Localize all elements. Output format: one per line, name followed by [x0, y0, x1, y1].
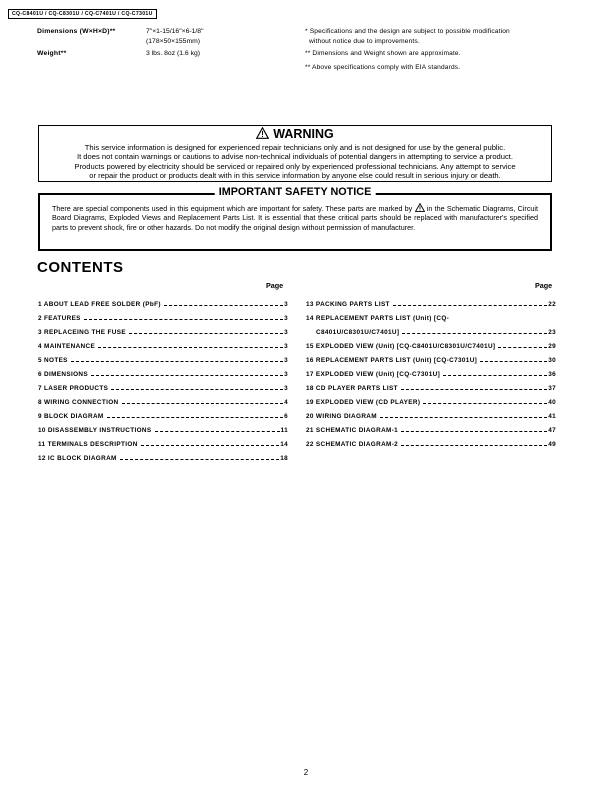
- toc-entry-page: 4: [284, 398, 288, 406]
- toc-entry-title: 7 LASER PRODUCTS: [38, 384, 109, 392]
- toc-entry-title: 15 EXPLODED VIEW (Unit) [CQ-C8401U/C8301U/C7401U]: [306, 342, 496, 350]
- spec-note: * Specifications and the design are subject to possible modification: [305, 28, 510, 35]
- toc-entry[interactable]: [306, 409, 556, 423]
- toc-entry[interactable]: [38, 297, 288, 311]
- toc-entry[interactable]: [306, 381, 556, 395]
- toc-entry-title: 18 CD PLAYER PARTS LIST: [306, 384, 398, 392]
- toc-left-column: [38, 297, 288, 465]
- toc-entry[interactable]: [306, 339, 556, 353]
- toc-entry-title: 19 EXPLODED VIEW (CD PLAYER): [306, 398, 421, 406]
- toc-entry-title: 6 DIMENSIONS: [38, 370, 89, 378]
- toc-entry-title: 1 ABOUT LEAD FREE SOLDER (PbF): [38, 300, 161, 308]
- dimensions-row: [37, 27, 115, 36]
- spec-note: ** Dimensions and Weight shown are approximate.: [305, 50, 461, 57]
- warning-title-text: WARNING: [273, 127, 334, 141]
- safety-notice-text: [52, 203, 538, 232]
- toc-entry[interactable]: [38, 451, 288, 465]
- toc-entry[interactable]: [306, 353, 556, 367]
- dimensions-label: Dimensions (W×H×D)**: [37, 28, 116, 35]
- toc-leader: [84, 319, 283, 320]
- safety-text-before: There are special components used in this equipment which are important for safety. These parts are marked by: [52, 204, 413, 213]
- toc-leader: [380, 417, 547, 418]
- toc-entry-page: 3: [284, 342, 288, 350]
- toc-entry-page: 37: [548, 384, 556, 392]
- toc-entry-page: 3: [284, 370, 288, 378]
- warning-box: [38, 125, 552, 182]
- toc-entry-page: 40: [548, 398, 556, 406]
- warning-line: It does not contain warnings or cautions to advise non-technical individuals of potential dangers in attempting to service a product.: [76, 152, 514, 162]
- page-number: 2: [303, 768, 309, 777]
- toc-leader: [480, 361, 547, 362]
- toc-entry[interactable]: [306, 437, 556, 451]
- safety-notice-box: [38, 186, 552, 251]
- toc-entry-page: 23: [548, 328, 556, 336]
- toc-entry[interactable]: [306, 423, 556, 437]
- toc-entry[interactable]: [38, 395, 288, 409]
- safety-notice-title: IMPORTANT SAFETY NOTICE: [215, 186, 376, 199]
- toc-entry[interactable]: [38, 339, 288, 353]
- toc-entry[interactable]: [38, 325, 288, 339]
- toc-entry-page: 14: [280, 440, 288, 448]
- toc-entry-page: 36: [548, 370, 556, 378]
- toc-entry-title: 16 REPLACEMENT PARTS LIST (Unit) [CQ-C7301U]: [306, 356, 478, 364]
- toc-entry[interactable]: [38, 409, 288, 423]
- dimensions-value: 7"×1-15/16"×6-1/8": [146, 28, 204, 35]
- contents-title: CONTENTS: [37, 259, 124, 276]
- weight-row: [37, 49, 66, 58]
- toc-entry-page: 3: [284, 300, 288, 308]
- weight-label: Weight**: [37, 50, 67, 57]
- toc-leader: [141, 445, 280, 446]
- toc-entry-title: 10 DISASSEMBLY INSTRUCTIONS: [38, 426, 152, 434]
- toc-entry[interactable]: [38, 353, 288, 367]
- toc-leader: [443, 375, 547, 376]
- spec-note: without notice due to improvements.: [309, 38, 420, 45]
- toc-entry-page: 11: [280, 426, 288, 434]
- toc-entry[interactable]: [38, 381, 288, 395]
- toc-entry-title: 5 NOTES: [38, 356, 68, 364]
- toc-leader: [393, 305, 547, 306]
- toc-entry[interactable]: [38, 423, 288, 437]
- toc-entry-page: 3: [284, 328, 288, 336]
- safety-mark-triangle-icon: [415, 203, 425, 212]
- toc-entry-continuation[interactable]: [306, 325, 556, 339]
- warning-line: This service information is designed for experienced repair technicians only and is not designed for use by the general public.: [84, 143, 506, 152]
- toc-entry-page: 30: [548, 356, 556, 364]
- toc-entry[interactable]: [38, 311, 288, 325]
- toc-entry-title: 14 REPLACEMENT PARTS LIST (Unit) [CQ-: [306, 314, 450, 322]
- toc-leader: [122, 403, 284, 404]
- toc-entry-title: 11 TERMINALS DESCRIPTION: [38, 440, 138, 448]
- toc-leader: [91, 375, 283, 376]
- toc-entry-page: 29: [548, 342, 556, 350]
- toc-leader: [401, 389, 547, 390]
- toc-entry[interactable]: [38, 437, 288, 451]
- toc-leader: [120, 459, 279, 460]
- warning-line: Products powered by electricity should be serviced or repaired only by experienced professional technicians. Any attempt to service: [74, 161, 516, 171]
- toc-entry[interactable]: [306, 297, 556, 311]
- toc-leader: [129, 333, 283, 334]
- toc-entry-title: 3 REPLACEING THE FUSE: [38, 328, 126, 336]
- toc-entry-page: 41: [548, 412, 556, 420]
- toc-leader: [423, 403, 547, 404]
- toc-entry-page: 3: [284, 384, 288, 392]
- toc-leader: [71, 361, 283, 362]
- toc-leader: [155, 431, 280, 432]
- toc-entry[interactable]: [38, 367, 288, 381]
- toc-leader: [402, 333, 547, 334]
- dimensions-value-metric: (178×50×155mm): [146, 38, 201, 45]
- warning-triangle-icon: [256, 127, 269, 139]
- toc-entry-page: 6: [284, 412, 288, 420]
- safety-text-after: in the Schematic Diagrams, Circuit Board Diagrams, Exploded Views and Replacement Parts List. It is essential that these critical parts should be replaced with manufacturer's specified parts to prevent shock, fire or other hazards. Do not modify the original design without permission of manufacturer.: [52, 204, 539, 232]
- toc-entry-title: 17 EXPLODED VIEW (Unit) [CQ-C7301U]: [306, 370, 441, 378]
- toc-right-column: [306, 297, 556, 451]
- toc-entry-page: 22: [548, 300, 556, 308]
- toc-entry-page: 18: [280, 454, 288, 462]
- weight-value: 3 lbs. 8oz (1.6 kg): [146, 50, 201, 57]
- spec-note: ** Above specifications comply with EIA standards.: [305, 64, 461, 71]
- toc-entry-title-continuation: C8401U/C8301U/C7401U]: [316, 328, 400, 336]
- toc-entry-title: 20 WIRING DIAGRAM: [306, 412, 377, 420]
- toc-entry[interactable]: [306, 395, 556, 409]
- toc-entry-title: 12 IC BLOCK DIAGRAM: [38, 454, 117, 462]
- warning-title: [39, 127, 551, 141]
- model-header-tag: CQ-C8401U / CQ-C8301U / CQ-C7401U / CQ-C7301U: [8, 9, 157, 19]
- page-column-label-left: Page: [266, 281, 284, 290]
- warning-line: or repair the product or products dealt with in this service information by anyone else could result in serious injury or death.: [89, 171, 501, 181]
- toc-entry-page: 3: [284, 356, 288, 364]
- toc-entry[interactable]: [306, 367, 556, 381]
- toc-entry-title: 2 FEATURES: [38, 314, 81, 322]
- toc-entry-title: 4 MAINTENANCE: [38, 342, 96, 350]
- toc-leader: [107, 417, 283, 418]
- toc-entry[interactable]: [306, 311, 556, 325]
- toc-leader: [498, 347, 547, 348]
- page-column-label-right: Page: [535, 281, 553, 290]
- toc-leader: [401, 445, 547, 446]
- toc-entry-page: 3: [284, 314, 288, 322]
- toc-entry-page: 49: [548, 440, 556, 448]
- toc-entry-title: 13 PACKING PARTS LIST: [306, 300, 390, 308]
- toc-leader: [164, 305, 283, 306]
- toc-entry-page: 47: [548, 426, 556, 434]
- warning-text: [43, 143, 547, 181]
- toc-entry-title: 22 SCHEMATIC DIAGRAM-2: [306, 440, 399, 448]
- toc-entry-title: 21 SCHEMATIC DIAGRAM-1: [306, 426, 399, 434]
- toc-entry-title: 9 BLOCK DIAGRAM: [38, 412, 104, 420]
- toc-leader: [111, 389, 283, 390]
- toc-leader: [401, 431, 547, 432]
- toc-entry-title: 8 WIRING CONNECTION: [38, 398, 119, 406]
- toc-leader: [98, 347, 283, 348]
